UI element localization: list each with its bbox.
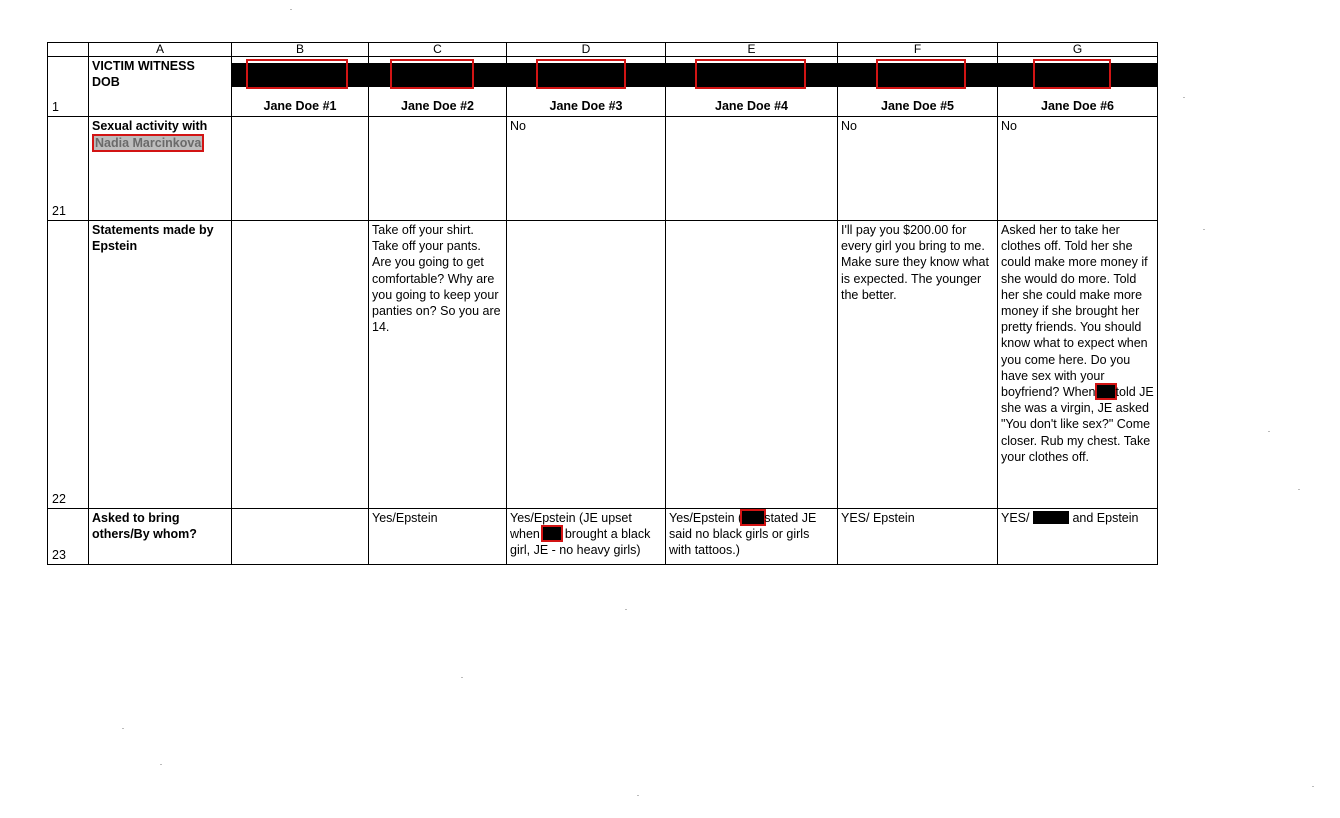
- redaction-box: [695, 59, 806, 89]
- cell-b21: [232, 117, 369, 221]
- scan-speck: [290, 9, 292, 10]
- cell-text-before: Yes/Epstein (JE upset when: [510, 511, 632, 542]
- dob-cell-d: [507, 57, 666, 117]
- column-header-a: A: [89, 43, 232, 57]
- scan-speck: [1203, 229, 1205, 230]
- victim-name: Jane Doe #5: [881, 98, 954, 113]
- dob-cell-b: [232, 57, 369, 117]
- victim-name: Jane Doe #3: [549, 98, 623, 113]
- row-22: [48, 221, 1158, 509]
- column-header-f: F: [838, 43, 998, 57]
- cell-d22: [507, 221, 666, 509]
- dob-cell-g: [998, 57, 1158, 117]
- row-21: [48, 117, 1158, 221]
- redaction-block: [543, 527, 561, 540]
- scan-speck: [1312, 786, 1314, 787]
- statements-label: Statements made by Epstein: [89, 221, 232, 509]
- cell-e21: [666, 117, 838, 221]
- redaction-box: [390, 59, 474, 89]
- dob-cell-f: [838, 57, 998, 117]
- cell-text-after: brought a black girl, JE - no heavy girls): [510, 527, 651, 558]
- cell-g22: [998, 221, 1158, 509]
- victim-name: Jane Doe #2: [401, 98, 474, 113]
- column-header-e: E: [666, 43, 838, 57]
- dob-cell-c: [369, 57, 507, 117]
- cell-f21: No: [838, 117, 998, 221]
- row-number: 22: [48, 221, 89, 509]
- victim-witness-label: [89, 57, 232, 117]
- cell-text-after: and Epstein: [1072, 511, 1139, 525]
- cell-e23: [666, 509, 838, 565]
- cell-g23: [998, 509, 1158, 565]
- scan-speck: [1298, 489, 1300, 490]
- victim-name: Jane Doe #1: [263, 98, 337, 113]
- cell-f23: YES/ Epstein: [838, 509, 998, 565]
- label-line-2: DOB: [92, 75, 120, 90]
- cell-c21: [369, 117, 507, 221]
- row-23: [48, 509, 1158, 565]
- redaction-box: [536, 59, 626, 89]
- cell-text-after: stated JE said no black girls or girls with tattoos.): [669, 511, 817, 558]
- cell-g21: No: [998, 117, 1158, 221]
- cell-c23: Yes/Epstein: [369, 509, 507, 565]
- cell-text-before: Yes/Epstein (: [669, 511, 743, 525]
- redaction-block: [1033, 511, 1069, 524]
- cell-text-after: told JE she was a virgin, JE asked "You don't like sex?" Come closer. Rub my chest. Take your clothes off.: [1001, 385, 1154, 464]
- cell-c22: Take off your shirt. Take off your pants. Are you going to get comfortable? Why are you going to keep your panties on? So you are 14.: [369, 221, 507, 509]
- cell-b22: [232, 221, 369, 509]
- column-header-d: D: [507, 43, 666, 57]
- column-header-row: [48, 43, 1158, 57]
- scan-speck: [637, 795, 639, 796]
- row-number: 1: [48, 57, 89, 117]
- label-text: Sexual activity with: [92, 119, 208, 133]
- sexual-activity-label: [89, 117, 232, 221]
- spreadsheet-table: [47, 42, 1158, 565]
- cell-b23: [232, 509, 369, 565]
- cell-d21: No: [507, 117, 666, 221]
- label-line-1: VICTIM WITNESS: [92, 59, 195, 73]
- redaction-block: [742, 511, 764, 524]
- victim-name: Jane Doe #6: [1041, 98, 1114, 113]
- scan-speck: [122, 728, 124, 729]
- scan-speck: [625, 609, 627, 610]
- scan-speck: [160, 764, 162, 765]
- cell-text-before: YES/: [1001, 511, 1030, 525]
- cell-text-before: Asked her to take her clothes off. Told her she could make more money if she would do more. Told her she could make more money if she brought her pretty friends. You should know what to expect when you come here. Do you have sex with your boyfriend? When: [1001, 223, 1148, 400]
- cell-f22: I'll pay you $200.00 for every girl you bring to me. Make sure they know what is expected. The younger the better.: [838, 221, 998, 509]
- column-header-g: G: [998, 43, 1158, 57]
- cell-e22: [666, 221, 838, 509]
- row-number: 23: [48, 509, 89, 565]
- redaction-box: [246, 59, 348, 89]
- redaction-block: [1097, 385, 1115, 398]
- asked-to-bring-label: Asked to bring others/By whom?: [89, 509, 232, 565]
- redaction-box: [1033, 59, 1111, 89]
- redaction-box: [876, 59, 966, 89]
- scan-speck: [461, 677, 463, 678]
- dob-cell-e: [666, 57, 838, 117]
- highlighted-name: Nadia Marcinkova: [92, 134, 204, 152]
- corner-cell: [48, 43, 89, 57]
- scan-speck: [1183, 97, 1185, 98]
- cell-d23: [507, 509, 666, 565]
- row-number: 21: [48, 117, 89, 221]
- column-header-c: C: [369, 43, 507, 57]
- victim-name: Jane Doe #4: [715, 98, 788, 113]
- column-header-b: B: [232, 43, 369, 57]
- row-1: [48, 57, 1158, 117]
- scan-speck: [1268, 431, 1270, 432]
